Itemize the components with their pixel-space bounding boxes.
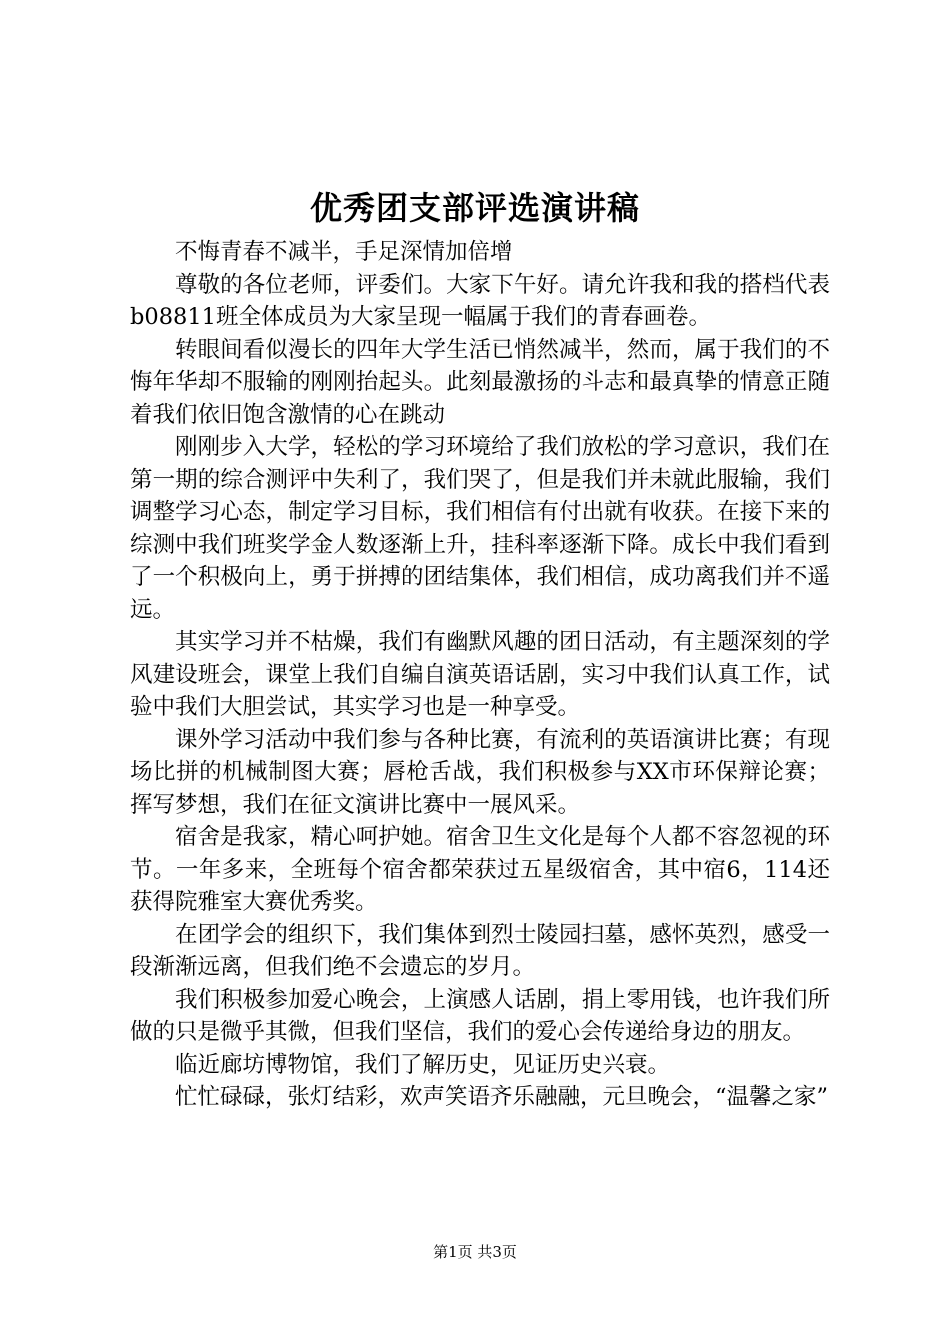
paragraph: 我们积极参加爱心晚会，上演感人话剧，捐上零用钱，也许我们所做的只是微乎其微，但我们坚信，我们的爱心会传递给身边的朋友。 [130,986,830,1045]
document-title: 优秀团支部评选演讲稿 [309,189,640,227]
paragraph: 其实学习并不枯燥，我们有幽默风趣的团日活动，有主题深刻的学风建设班会，课堂上我们自编自演英语话剧，实习中我们认真工作，试验中我们大胆尝试，其实学习也是一种享受。 [130,629,830,720]
paragraph: 课外学习活动中我们参与各种比赛，有流利的英语演讲比赛；有现场比拼的机械制图大赛；唇枪舌战，我们积极参与XX市环保辩论赛；挥写梦想，我们在征文演讲比赛中一展风采。 [130,726,830,818]
paragraph: 转眼间看似漫长的四年大学生活已悄然减半，然而，属于我们的不悔年华却不服输的刚刚抬起头。此刻最激扬的斗志和最真挚的情意正随着我们依旧饱含激情的心在跳动 [130,336,830,428]
paragraph: 尊敬的各位老师，评委们。大家下午好。请允许我和我的搭档代表b08811班全体成员为大家呈现一幅属于我们的青春画卷。 [130,271,830,330]
document-body [130,236,830,1114]
paragraph: 不悔青春不减半，手足深情加倍增 [175,239,513,265]
paragraph: 宿舍是我家，精心呵护她。宿舍卫生文化是每个人都不容忽视的环节。一年多来，全班每个宿舍都荣获过五星级宿舍，其中宿6，114还获得院雅室大赛优秀奖。 [130,824,830,915]
page-number-footer: 第1页 共3页 [433,1243,517,1261]
paragraph: 临近廊坊博物馆，我们了解历史，见证历史兴衰。 [175,1051,671,1078]
paragraph: 忙忙碌碌，张灯结彩，欢声笑语齐乐融融，元旦晚会，“温馨之家” [175,1084,829,1110]
paragraph: 在团学会的组织下，我们集体到烈士陵园扫墓，感怀英烈，感受一段渐渐远离，但我们绝不会遗忘的岁月。 [130,921,830,980]
paragraph: 刚刚步入大学，轻松的学习环境给了我们放松的学习意识，我们在第一期的综合测评中失利了，我们哭了，但是我们并未就此服输，我们调整学习心态，制定学习目标，我们相信有付出就有收获。在接下来的综测中我们班奖学金人数逐渐上升，挂科率逐渐下降。成长中我们看到了一个积极向上，勇于拼搏的团结集体，我们相信，成功离我们并不遥远。 [130,434,830,623]
